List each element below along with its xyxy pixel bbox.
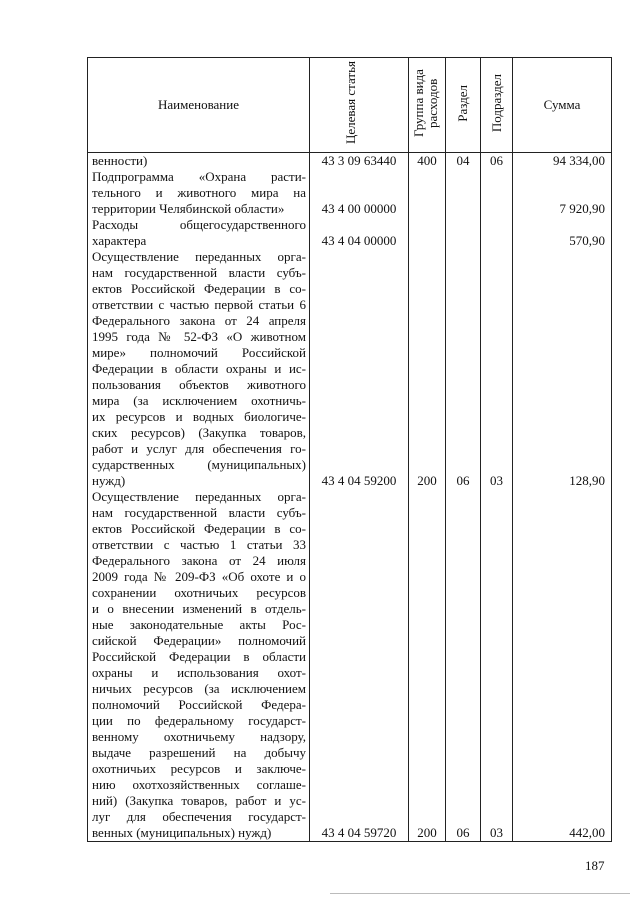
name-line: нужд) [92, 473, 126, 488]
name-line: венных (муниципальных) нужд) [92, 825, 272, 840]
table-row [88, 217, 612, 249]
name-line: полномочий Российской Федера- [92, 697, 306, 712]
name-line: ответствии с частью 1 статьи 33 [92, 537, 306, 552]
cell-target: 43 3 09 63440 [310, 153, 409, 170]
header-sum: Сумма [513, 58, 612, 153]
name-line: 2009 года № 209-ФЗ «Об охоте и о [92, 569, 306, 584]
cell-sum: 442,00 [513, 489, 612, 842]
cell-section: 06 [446, 489, 481, 842]
name-line: ских ресурсов) (Закупка товаров, [92, 425, 306, 440]
table-row [88, 153, 612, 170]
name-line: мире» полномочий Российской [92, 345, 306, 360]
name-line: охраны и использования охот- [92, 665, 306, 680]
footer-divider [330, 893, 630, 894]
name-line: мира (за исключением охотничь- [92, 393, 306, 408]
cell-target: 43 4 04 59200 [310, 249, 409, 489]
table-row [88, 249, 612, 489]
header-subsection: Подраздел [481, 58, 513, 153]
name-line: луг для обеспечения государст- [92, 809, 306, 824]
name-line: Осуществление переданных орга- [92, 489, 306, 504]
cell-name [88, 169, 310, 217]
cell-name [88, 217, 310, 249]
name-line: нию охотхозяйственных соглаше- [92, 777, 306, 792]
name-line: Федерального закона от 24 июля [92, 553, 306, 568]
page-number: 187 [585, 858, 605, 873]
header-group: Группа вида расходов [409, 58, 446, 153]
cell-section: 06 [446, 249, 481, 489]
cell-subsection: 03 [481, 489, 513, 842]
name-line: ции по федеральному государст- [92, 713, 306, 728]
cell-name [88, 249, 310, 489]
cell-group: 200 [409, 249, 446, 489]
cell-sum: 128,90 [513, 249, 612, 489]
header-name: Наименование [88, 58, 310, 153]
cell-subsection: 03 [481, 249, 513, 489]
name-line: ектов Российской Федерации в со- [92, 281, 306, 296]
cell-section [446, 217, 481, 249]
name-line: нам государственной власти субъ- [92, 505, 306, 520]
name-line: сийской Федерации» полномочий [92, 633, 306, 648]
header-section: Раздел [446, 58, 481, 153]
name-line: характера [92, 233, 147, 248]
cell-target: 43 4 04 00000 [310, 217, 409, 249]
table-row [88, 489, 612, 842]
name-line: ничьих ресурсов (за исключением [92, 681, 306, 696]
name-line: работ и услуг для обеспечения го- [92, 441, 306, 456]
name-line: и о внесении изменений в отдель- [92, 601, 306, 616]
cell-name [88, 153, 310, 170]
name-line: ответствии с частью первой статьи 6 [92, 297, 306, 312]
table-row [88, 169, 612, 217]
name-line: сохранении охотничьих ресурсов [92, 585, 306, 600]
cell-subsection [481, 217, 513, 249]
cell-group: 400 [409, 153, 446, 170]
cell-sum: 7 920,90 [513, 169, 612, 217]
name-line: выдаче разрешений на добычу [92, 745, 306, 760]
name-line: Российской Федерации в области [92, 649, 306, 664]
cell-target: 43 4 04 59720 [310, 489, 409, 842]
name-line: Федерации в области охраны и ис- [92, 361, 306, 376]
header-target: Целевая статья [310, 58, 409, 153]
cell-subsection [481, 169, 513, 217]
name-line: территории Челябинской области» [92, 201, 285, 216]
cell-group [409, 217, 446, 249]
name-line: их ресурсов и водных биологиче- [92, 409, 306, 424]
name-line: тельного и животного мира на [92, 185, 306, 200]
name-line: охотничьих ресурсов и заключе- [92, 761, 306, 776]
cell-group: 200 [409, 489, 446, 842]
cell-sum: 94 334,00 [513, 153, 612, 170]
table-header-row [88, 58, 612, 153]
cell-section [446, 169, 481, 217]
cell-subsection: 06 [481, 153, 513, 170]
cell-group [409, 169, 446, 217]
name-line: ний) (Закупка товаров, работ и ус- [92, 793, 306, 808]
name-line: сударственных (муниципальных) [92, 457, 306, 472]
name-line: ектов Российской Федерации в со- [92, 521, 306, 536]
name-line: нам государственной власти субъ- [92, 265, 306, 280]
name-line: Расходы общегосударственного [92, 217, 306, 232]
name-line: Федерального закона от 24 апреля [92, 313, 306, 328]
name-line: венному охотничьему надзору, [92, 729, 306, 744]
name-line: Подпрограмма «Охрана расти- [92, 169, 306, 184]
name-line: венности) [92, 153, 148, 168]
cell-section: 04 [446, 153, 481, 170]
name-line: 1995 года № 52-ФЗ «О животном [92, 329, 306, 344]
cell-sum: 570,90 [513, 217, 612, 249]
name-line: пользования объектов животного [92, 377, 306, 392]
budget-table [87, 57, 612, 842]
name-line: ные законодательные акты Рос- [92, 617, 306, 632]
cell-name [88, 489, 310, 842]
name-line: Осуществление переданных орга- [92, 249, 306, 264]
cell-target: 43 4 00 00000 [310, 169, 409, 217]
